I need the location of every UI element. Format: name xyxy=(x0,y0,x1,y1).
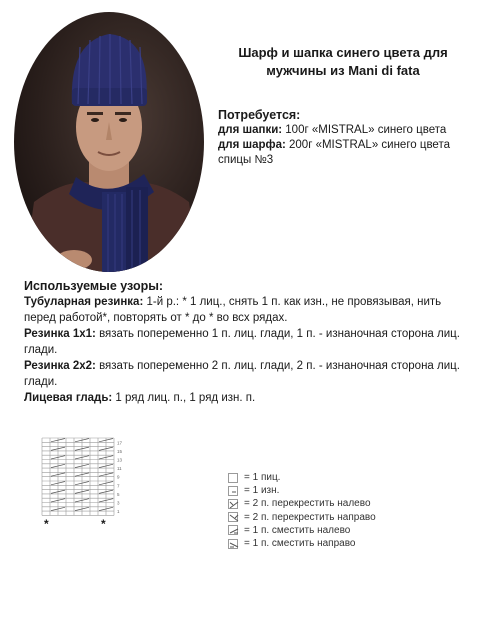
model-photo xyxy=(14,12,204,272)
knitting-chart xyxy=(38,436,132,528)
row-number: 9 xyxy=(117,474,120,480)
legend-row xyxy=(228,471,376,484)
hat-materials xyxy=(218,123,473,138)
rib22-text: вязать попеременно 2 п. лиц. глади, 2 п. - изнаночная сторона лиц. глади. xyxy=(24,360,460,388)
scarf-materials xyxy=(218,138,473,153)
hat-label: для шапки: xyxy=(218,124,283,136)
materials-heading: Потребуется: xyxy=(218,108,301,122)
stockinette xyxy=(24,390,464,406)
stock-text: 1 ряд лиц. п., 1 ряд изн. п. xyxy=(112,392,256,404)
legend-text: = 1 пиц. xyxy=(244,472,281,483)
chart-star-left: * xyxy=(44,517,49,531)
legend-text: = 2 п. перекрестить направо xyxy=(244,511,376,523)
legend-row xyxy=(228,537,376,550)
tubular-text: 1-й р.: * 1 лиц., снять 1 п. как изн., не провязывая, нить перед работой*, повторять от * до * во всх рядах. xyxy=(24,296,442,324)
purl-stitch-icon xyxy=(228,486,238,496)
row-number: 1 xyxy=(117,509,120,515)
row-number: 17 xyxy=(117,440,123,446)
legend-row xyxy=(228,524,376,537)
row-number: 5 xyxy=(117,491,120,497)
title-line-2: мужчины из Mani di fata xyxy=(266,63,420,78)
row-number: 7 xyxy=(117,483,120,489)
chart-legend xyxy=(228,471,376,550)
stock-label: Лицевая гладь: xyxy=(24,392,113,404)
legend-text: = 1 п. сместить направо xyxy=(244,537,356,549)
row-number: 13 xyxy=(117,457,123,463)
rib22-label: Резинка 2х2: xyxy=(24,360,96,372)
materials-section xyxy=(218,108,473,168)
patterns-heading: Используемые узоры: xyxy=(24,279,164,293)
knit-stitch-icon xyxy=(228,473,238,483)
legend-row xyxy=(228,497,376,510)
legend-text: = 2 п. перекрестить налево xyxy=(244,498,371,510)
rib11-label: Резинка 1х1: xyxy=(24,328,96,340)
rib-1x1 xyxy=(24,326,464,358)
legend-text: = 1 изн. xyxy=(244,485,280,497)
legend-text: = 1 п. сместить налево xyxy=(244,524,351,536)
patterns-section xyxy=(24,278,464,406)
rib11-text: вязать попеременно 1 п. лиц. глади, 1 п. - изнаночная сторона лиц. глади. xyxy=(24,328,460,356)
page-title xyxy=(218,44,468,80)
title-line-1: Шарф и шапка синего цвета для xyxy=(238,45,448,60)
cross-left-2-icon xyxy=(228,499,238,509)
hat-text: 100г «MISTRAL» синего цвета xyxy=(282,124,447,136)
tubular-label: Тубуларная резинка: xyxy=(24,296,144,308)
shift-left-icon xyxy=(228,525,238,535)
tubular-rib xyxy=(24,294,464,326)
row-number: 3 xyxy=(117,500,120,506)
legend-row xyxy=(228,484,376,497)
scarf-text: 200г «MISTRAL» синего цвета xyxy=(285,139,450,151)
chart-star-right: * xyxy=(101,517,106,531)
needles-text: спицы №3 xyxy=(218,154,274,166)
scarf-label: для шарфа: xyxy=(218,139,286,151)
row-number: 15 xyxy=(117,448,123,454)
legend-row xyxy=(228,511,376,524)
rib-2x2 xyxy=(24,358,464,390)
row-number: 11 xyxy=(117,466,122,472)
shift-right-icon xyxy=(228,539,238,549)
cross-right-2-icon xyxy=(228,512,238,522)
